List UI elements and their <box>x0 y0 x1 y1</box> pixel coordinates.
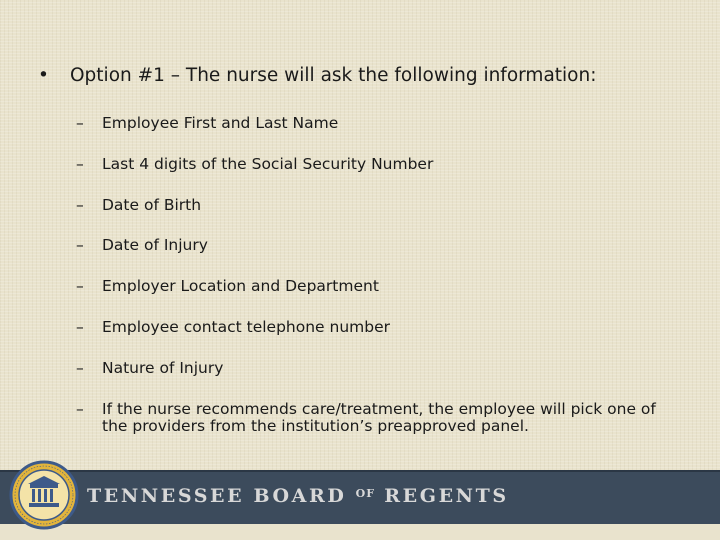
dash-marker: – <box>76 196 84 214</box>
list-item-text: If the nurse recommends care/treatment, the employee will pick one of the providers from the institution’s preapproved panel. <box>102 400 656 435</box>
org-name <box>87 485 509 507</box>
main-bullet-text: Option #1 – The nurse will ask the following information: <box>70 65 597 86</box>
dash-marker: – <box>76 236 84 254</box>
dash-marker: – <box>76 359 84 377</box>
list-item-text: Employee First and Last Name <box>102 114 339 132</box>
org-name-part1: TENNESSEE BOARD <box>87 485 347 507</box>
list-item-text: Employee contact telephone number <box>102 318 391 336</box>
dash-marker: – <box>76 114 84 132</box>
list-item-text: Date of Birth <box>102 196 202 214</box>
footer-bottom-band <box>0 524 720 540</box>
dash-marker: – <box>76 318 84 336</box>
dash-marker: – <box>76 155 84 173</box>
org-name-part2: REGENTS <box>384 485 509 507</box>
tbr-seal-icon <box>9 460 79 530</box>
bullet-marker: • <box>38 65 49 86</box>
list-item-text: Nature of Injury <box>102 359 224 377</box>
list-item-text: Date of Injury <box>102 236 208 254</box>
dash-marker: – <box>76 277 84 295</box>
org-name-of: OF <box>355 487 376 500</box>
list-item-text: Last 4 digits of the Social Security Number <box>102 155 434 173</box>
dash-marker: – <box>76 400 84 418</box>
list-item-text: Employer Location and Department <box>102 277 379 295</box>
